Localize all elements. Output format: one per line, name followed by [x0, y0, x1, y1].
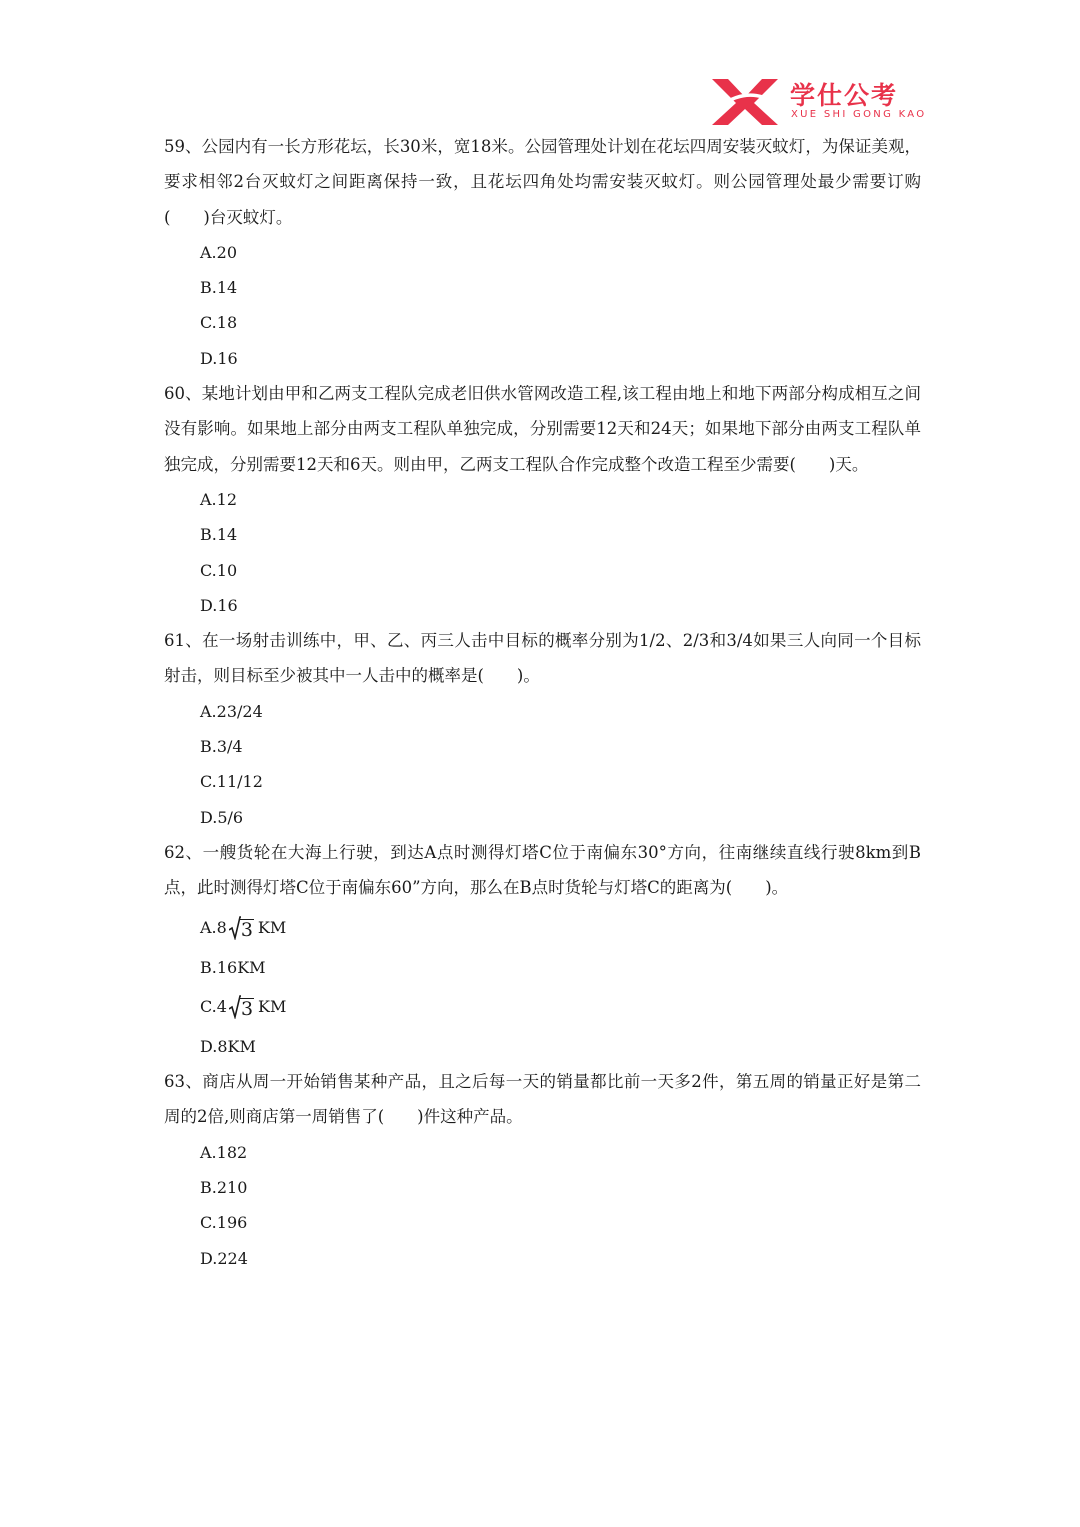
question-60 — [164, 376, 921, 623]
question-stem: 59、公园内有一长方形花坛，长30米，宽18米。公园管理处计划在花坛四周安装灭蚊灯，为保证美观，要求相邻2台灭蚊灯之间距离保持一致，且花坛四角处均需安装灭蚊灯。则公园管理处最少需要订购( )台灭蚊灯。 — [164, 137, 921, 227]
option-d: D.5/6 — [200, 807, 244, 827]
option-list — [164, 1135, 921, 1276]
option-prefix: A.8 — [200, 917, 227, 937]
square-root — [229, 916, 254, 940]
option-a: A.20 — [200, 242, 237, 262]
question-stem: 62、一艘货轮在大海上行驶，到达A点时测得灯塔C位于南偏东30°方向，往南继续直线行驶8km到B点，此时测得灯塔C位于南偏东60”方向，那么在B点时货轮与灯塔C的距离为( )。 — [164, 842, 921, 898]
brand-name-cn: 学仕公考 — [790, 81, 899, 110]
option-unit: KM — [258, 996, 287, 1016]
question-stem: 61、在一场射击训练中，甲、乙、丙三人击中目标的概率分别为1/2、2/3和3/4如果三人向同一个目标射击，则目标至少被其中一人击中的概率是( )。 — [164, 631, 921, 686]
option-list — [164, 694, 921, 835]
square-root — [229, 995, 254, 1019]
option-d: D.8KM — [200, 1036, 256, 1056]
option-a: A.23/24 — [200, 701, 263, 721]
option-b: B.3/4 — [200, 737, 243, 757]
option-c: C.11/12 — [200, 772, 263, 792]
option-list — [164, 906, 921, 1065]
option-c — [200, 985, 921, 1029]
option-b: B.210 — [200, 1178, 248, 1198]
question-stem: 60、某地计划由甲和乙两支工程队完成老旧供水管网改造工程,该工程由地上和地下两部分构成相互之间没有影响。如果地上部分由两支工程队单独完成，分别需要12天和24天；如果地下部分由两支工程队单独完成，分别需要12天和6天。则由甲，乙两支工程队合作完成整个改造工程至少需要( )天。 — [164, 384, 921, 474]
question-59 — [164, 129, 921, 376]
option-c: C.10 — [200, 560, 238, 580]
option-d: D.16 — [200, 595, 238, 615]
option-c: C.196 — [200, 1213, 248, 1233]
brand-name-en: XUE SHI GONG KAO — [791, 109, 927, 120]
option-prefix: C.4 — [200, 996, 227, 1016]
option-c: C.18 — [200, 313, 238, 333]
option-a: A.12 — [200, 489, 237, 509]
radicand: 3 — [240, 997, 254, 1020]
option-unit: KM — [257, 917, 287, 937]
option-list — [164, 482, 921, 623]
option-a: A.182 — [200, 1142, 248, 1162]
option-b: B.16KM — [200, 957, 266, 977]
option-d: D.16 — [200, 348, 238, 368]
option-a — [200, 906, 921, 950]
radicand: 3 — [240, 918, 253, 941]
question-list — [164, 129, 921, 1276]
option-b: B.14 — [200, 278, 238, 298]
question-stem: 63、商店从周一开始销售某种产品，且之后每一天的销量都比前一天多2件，第五周的销量正好是第二周的2倍,则商店第一周销售了( )件这种产品。 — [164, 1072, 921, 1127]
option-b: B.14 — [200, 525, 238, 545]
brand-mark-icon — [708, 75, 782, 127]
question-61 — [164, 623, 921, 835]
question-62 — [164, 835, 921, 1064]
option-list — [164, 235, 921, 376]
option-d: D.224 — [200, 1248, 248, 1268]
brand-logo — [708, 75, 927, 127]
question-63 — [164, 1064, 921, 1276]
